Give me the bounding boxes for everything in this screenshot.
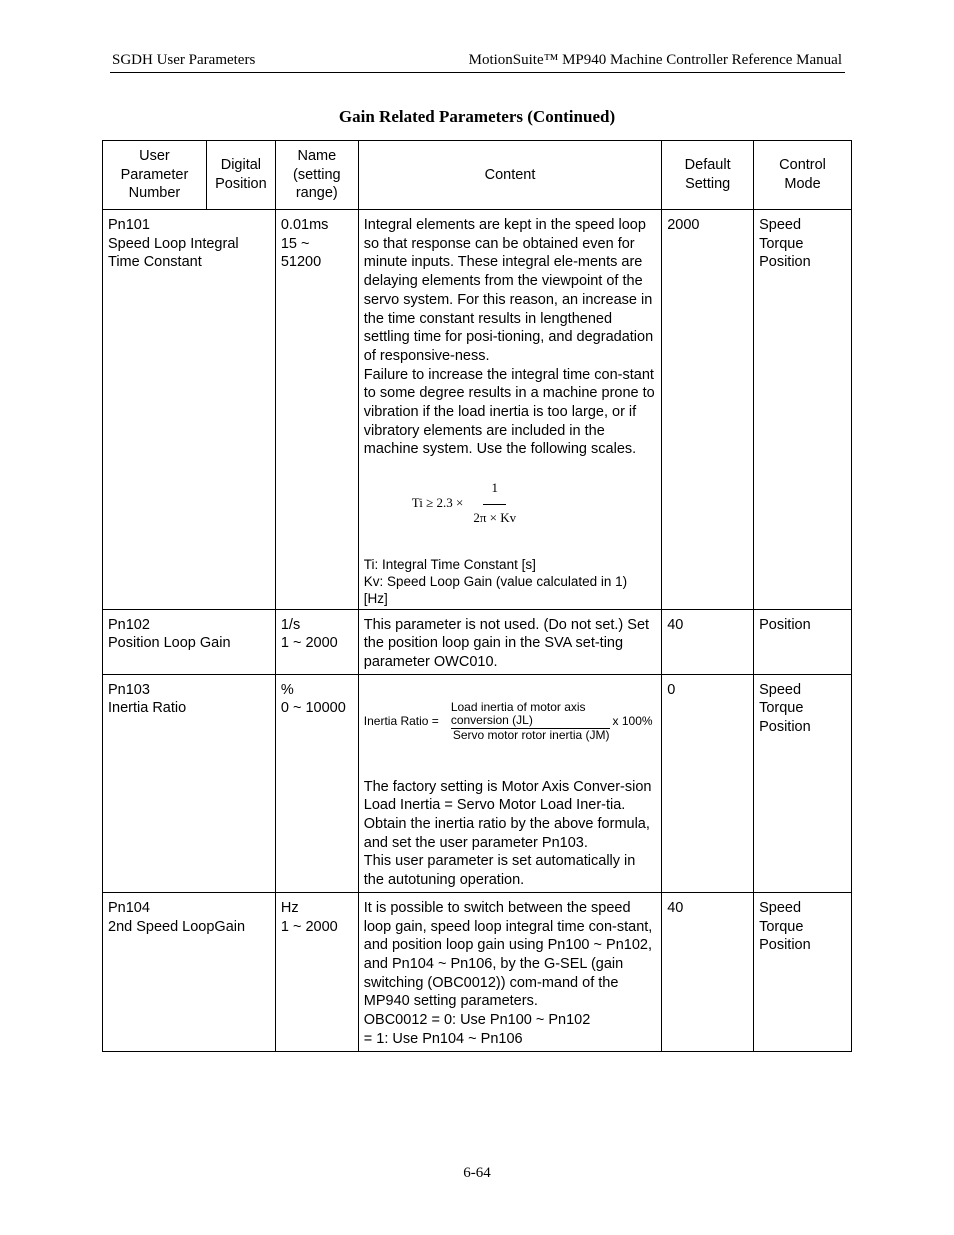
default-cell: 40 [662, 892, 754, 1051]
table-header-row [103, 141, 852, 210]
table-row [103, 210, 852, 610]
formula-numerator: Load inertia of motor axis conversion (JL) [451, 701, 610, 729]
table-row [103, 892, 852, 1051]
parameter-table [102, 140, 852, 1052]
formula-denominator: 2π × Kv [473, 509, 517, 525]
content-text: Integral elements are kept in the speed loop so that response can be obtained even for minute inputs. These integral ele-ments are delaying elements from the viewpoint of the servo system. For this reason, an increase in the time constant results in lengthened settling time for posi-tioning, and degradation of responsive-ness. Failure to increase the integral time con-stant to some degree results in a machine prone to vibration if the load inertia is too large, or if vibratory elements are included in the machine system. Use the following scales. [363, 217, 655, 458]
running-header-right: MotionSuite™ MP940 Machine Controller Reference Manual [468, 52, 842, 68]
range-cell: Hz 1 ~ 2000 [275, 892, 358, 1051]
formula-lhs: Ti ≥ 2.3 × [411, 494, 464, 510]
default-cell: 40 [662, 609, 754, 674]
formula-lhs: Inertia Ratio = [363, 713, 439, 728]
col-header-default-setting: Default Setting [662, 141, 754, 210]
mode-cell: Speed Torque Position [754, 210, 852, 610]
param-name-cell: Pn103 Inertia Ratio [103, 674, 276, 892]
inertia-ratio-formula [364, 701, 656, 742]
table-row [103, 674, 852, 892]
col-header-content: Content [358, 141, 661, 210]
range-cell: % 0 ~ 10000 [275, 674, 358, 892]
default-cell: 2000 [662, 210, 754, 610]
col-header-control-mode: Control Mode [754, 141, 852, 210]
section-title: Gain Related Parameters (Continued) [338, 107, 616, 126]
param-name-cell: Pn104 2nd Speed LoopGain [103, 892, 276, 1051]
mode-cell: Speed Torque Position [754, 892, 852, 1051]
table-row [103, 609, 852, 674]
mode-cell: Position [754, 609, 852, 674]
page-number: 6-64 [463, 1165, 491, 1181]
formula-fraction [465, 479, 524, 527]
content-cell: It is possible to switch between the speed loop gain, speed loop integral time con-stant, and position loop gain using Pn100 ~ Pn102, and Pn104 ~ Pn106, by the G-SEL (gain switching (OBC0012)) com-mand of the MP940 setting parameters. OBC0012 = 0: Use Pn100 ~ Pn102 = 1: Use Pn104 ~ Pn106 [358, 892, 661, 1051]
content-cell [358, 210, 661, 610]
formula-fraction [451, 701, 610, 742]
param-name-cell: Pn101 Speed Loop Integral Time Constant [103, 210, 276, 610]
default-cell: 0 [662, 674, 754, 892]
formula-denominator: Servo motor rotor inertia (JM) [452, 727, 610, 742]
param-name-cell: Pn102 Position Loop Gain [103, 609, 276, 674]
col-header-name-range: Name (setting range) [275, 141, 358, 210]
running-header-left: SGDH User Parameters [112, 52, 256, 68]
formula-suffix: x 100% [612, 713, 653, 728]
range-cell: 1/s 1 ~ 2000 [275, 609, 358, 674]
formula-notes: Ti: Integral Time Constant [s] Kv: Speed Loop Gain (value calculated in 1) [Hz] [363, 556, 628, 606]
integral-time-formula [412, 479, 656, 527]
range-cell: 0.01ms 15 ~ 51200 [275, 210, 358, 610]
col-header-digital-position: Digital Position [206, 141, 275, 210]
formula-numerator: 1 [483, 479, 506, 505]
content-cell [358, 674, 661, 892]
header-rule [110, 72, 845, 73]
content-cell: This parameter is not used. (Do not set.) Set the position loop gain in the SVA set-ting parameter OWC010. [358, 609, 661, 674]
content-text: The factory setting is Motor Axis Conver-sion Load Inertia = Servo Motor Load Iner-tia. Obtain the inertia ratio by the above formula, and set the user parameter Pn103. This user parameter is set automatically in the autotuning operation. [363, 778, 652, 889]
col-header-user-parameter-number: User Parameter Number [103, 141, 207, 210]
mode-cell: Speed Torque Position [754, 674, 852, 892]
